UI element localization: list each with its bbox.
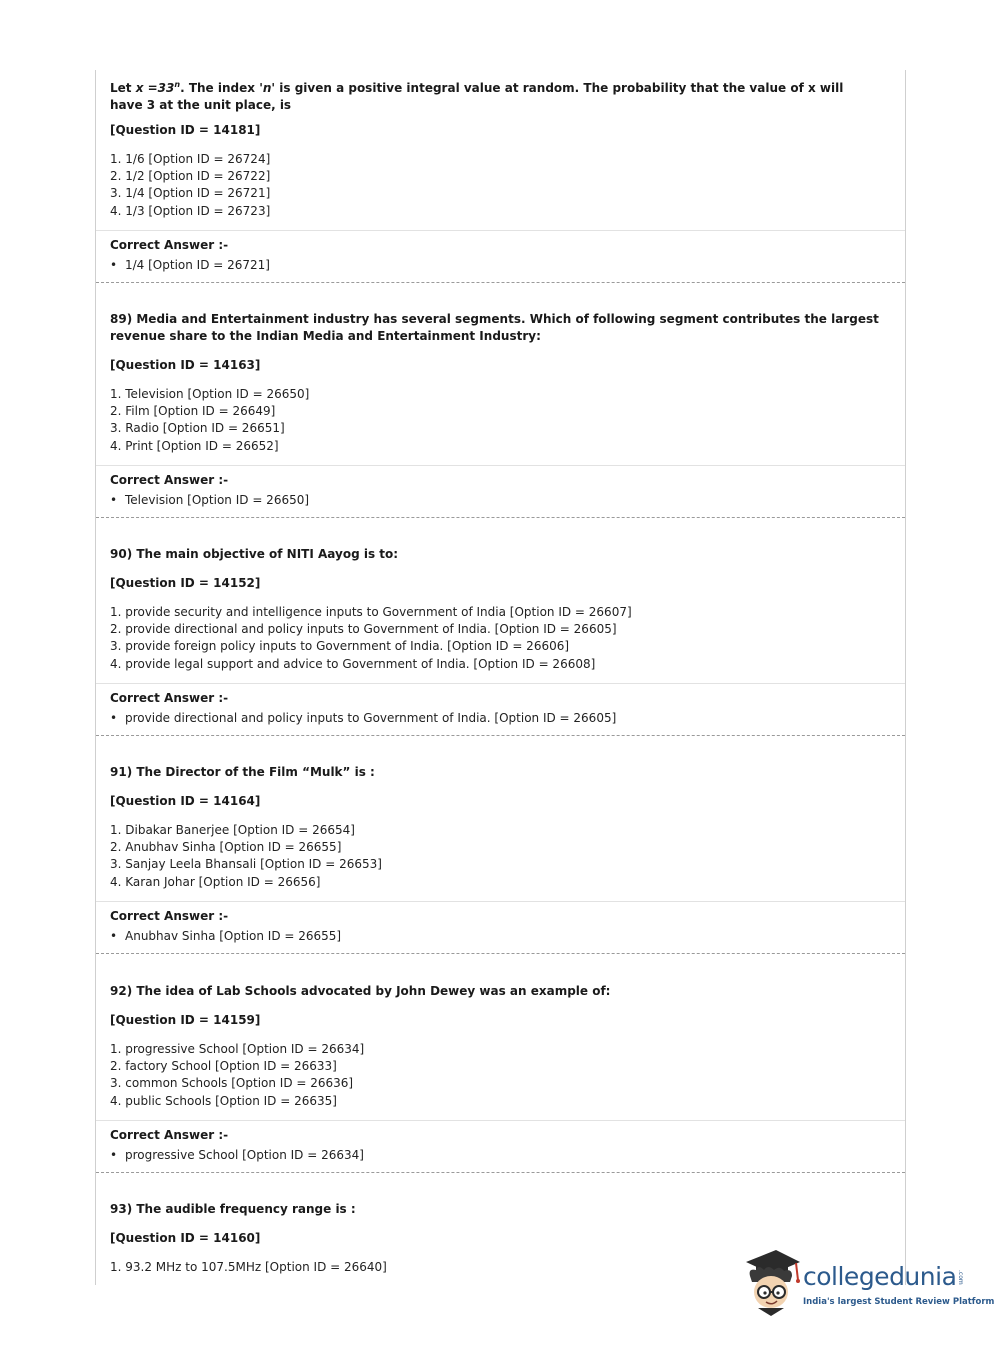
question-text: 92) The idea of Lab Schools advocated by John Dewey was an example of: <box>110 984 611 998</box>
question-separator <box>96 282 905 283</box>
option-item: 2. Film [Option ID = 26649] <box>110 404 276 419</box>
correct-answer <box>110 929 341 943</box>
bullet-icon: • <box>110 1148 118 1162</box>
option-item: 4. public Schools [Option ID = 26635] <box>110 1093 337 1108</box>
option-item: 4. Print [Option ID = 26652] <box>110 438 279 453</box>
correct-answer-label: Correct Answer :- <box>110 909 229 923</box>
divider <box>96 901 905 902</box>
correct-answer-label: Correct Answer :- <box>110 238 229 252</box>
option-item: 1. Dibakar Banerjee [Option ID = 26654] <box>110 823 355 837</box>
option-item: 2. factory School [Option ID = 26633] <box>110 1059 337 1074</box>
bullet-icon: • <box>110 258 118 272</box>
option-item: 3. Sanjay Leela Bhansali [Option ID = 26653] <box>110 857 382 872</box>
correct-answer <box>110 493 309 507</box>
option-item: 3. provide foreign policy inputs to Government of India. [Option ID = 26606] <box>110 639 570 654</box>
bullet-icon: • <box>110 493 118 507</box>
correct-answer-text: progressive School [Option ID = 26634] <box>125 1148 364 1162</box>
graduate-mascot-icon <box>742 1248 802 1318</box>
option-item: 2. 1/2 [Option ID = 26722] <box>110 169 271 184</box>
math-index: 'n' <box>259 81 276 95</box>
question-id: [Question ID = 14181] <box>110 123 261 137</box>
question-text <box>110 76 880 114</box>
question-text: 91) The Director of the Film “Mulk” is : <box>110 765 375 779</box>
divider <box>96 465 905 466</box>
option-list <box>110 604 632 673</box>
document-frame <box>95 70 906 1285</box>
question-text: 89) Media and Entertainment industry has several segments. Which of following segment contributes the largest revenue share to the Indian Media and Entertainment Industry: <box>110 312 879 343</box>
option-item: 3. Radio [Option ID = 26651] <box>110 421 285 436</box>
question-id: [Question ID = 14152] <box>110 576 261 590</box>
divider <box>96 683 905 684</box>
question-separator <box>96 953 905 954</box>
correct-answer <box>110 711 616 725</box>
correct-answer <box>110 1148 364 1162</box>
question-id: [Question ID = 14159] <box>110 1013 261 1027</box>
correct-answer-label: Correct Answer :- <box>110 1128 229 1142</box>
option-list <box>110 1259 387 1276</box>
option-item: 4. Karan Johar [Option ID = 26656] <box>110 874 321 889</box>
text-part: Let <box>110 81 136 95</box>
question-separator <box>96 517 905 518</box>
math-var: x <box>135 81 144 95</box>
logo-tagline: India's largest Student Review Platform <box>803 1297 995 1307</box>
question-id: [Question ID = 14163] <box>110 358 261 372</box>
correct-answer-text: 1/4 [Option ID = 26721] <box>125 258 270 272</box>
option-list <box>110 822 382 891</box>
option-item: 1. provide security and intelligence inputs to Government of India [Option ID = 26607] <box>110 605 632 619</box>
option-item: 2. Anubhav Sinha [Option ID = 26655] <box>110 840 342 855</box>
option-list <box>110 386 309 455</box>
text-part: is given a positive integral value at random. The probability that the value of x will have 3 at the unit place, is <box>110 81 844 112</box>
option-item: 4. provide legal support and advice to Government of India. [Option ID = 26608] <box>110 656 596 671</box>
correct-answer-text: Anubhav Sinha [Option ID = 26655] <box>125 929 342 943</box>
question-text: 93) The audible frequency range is : <box>110 1202 356 1216</box>
option-list <box>110 151 270 220</box>
correct-answer-label: Correct Answer :- <box>110 691 229 705</box>
text-part: . The index <box>180 81 260 95</box>
bullet-icon: • <box>110 711 118 725</box>
option-item: 2. provide directional and policy inputs to Government of India. [Option ID = 26605] <box>110 622 617 637</box>
math-eq: =33 <box>143 81 175 95</box>
divider <box>96 230 905 231</box>
option-item: 1. Television [Option ID = 26650] <box>110 387 310 401</box>
option-list <box>110 1041 364 1110</box>
correct-answer-text: provide directional and policy inputs to Government of India. [Option ID = 26605] <box>125 711 617 725</box>
correct-answer <box>110 258 270 272</box>
correct-answer-label: Correct Answer :- <box>110 473 229 487</box>
option-item: 1. 1/6 [Option ID = 26724] <box>110 152 271 166</box>
option-item: 3. 1/4 [Option ID = 26721] <box>110 186 271 201</box>
logo-wordmark: collegedunia <box>803 1262 957 1291</box>
option-item: 1. 93.2 MHz to 107.5MHz [Option ID = 26640] <box>110 1260 387 1274</box>
question-text: 90) The main objective of NITI Aayog is to: <box>110 547 399 561</box>
question-id: [Question ID = 14160] <box>110 1231 261 1245</box>
option-item: 4. 1/3 [Option ID = 26723] <box>110 203 271 218</box>
question-separator <box>96 1172 905 1173</box>
option-item: 3. common Schools [Option ID = 26636] <box>110 1076 354 1091</box>
divider <box>96 1120 905 1121</box>
question-id: [Question ID = 14164] <box>110 794 261 808</box>
collegedunia-logo <box>742 1248 995 1318</box>
correct-answer-text: Television [Option ID = 26650] <box>125 493 310 507</box>
math-sup: n <box>174 80 181 89</box>
question-separator <box>96 735 905 736</box>
logo-domain: .com <box>957 1270 964 1285</box>
bullet-icon: • <box>110 929 118 943</box>
option-item: 1. progressive School [Option ID = 26634] <box>110 1042 365 1056</box>
